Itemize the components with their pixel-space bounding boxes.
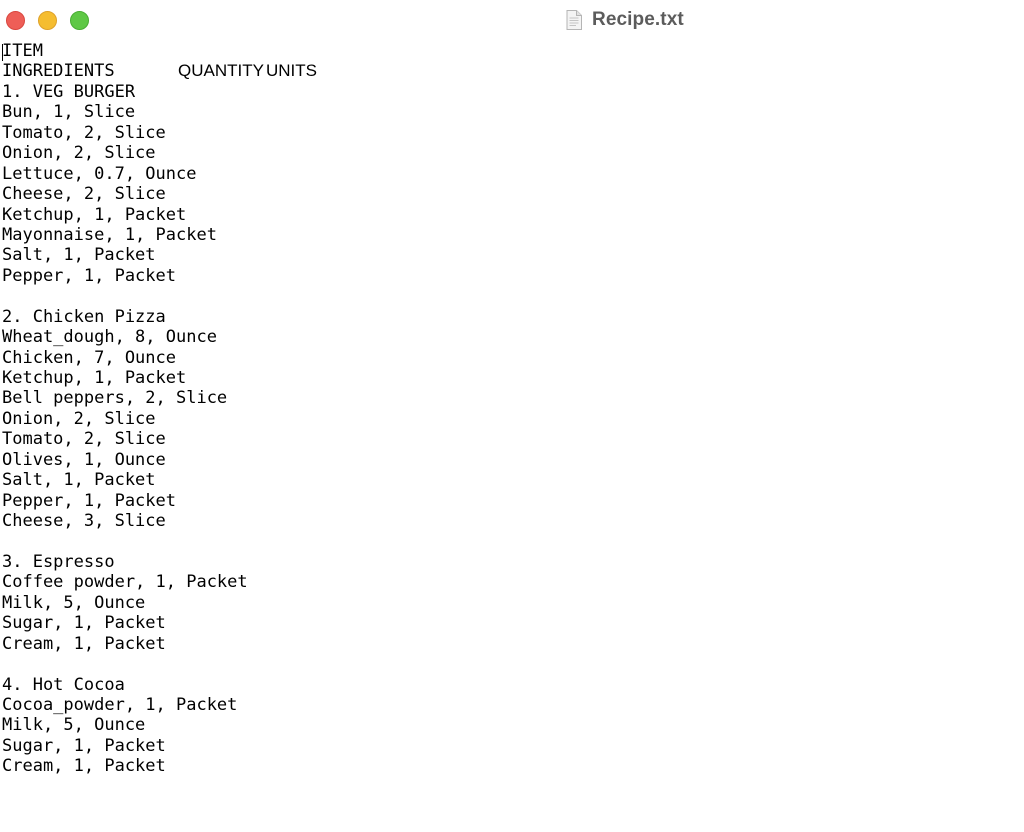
text-line: Cheese, 2, Slice [2, 184, 166, 205]
title-bar[interactable] [0, 0, 1024, 40]
text-line: Wheat_dough, 8, Ounce [2, 327, 217, 348]
text-line: Ketchup, 1, Packet [2, 204, 187, 225]
text-line: Cream, 1, Packet [2, 633, 166, 654]
window-title-text: Recipe.txt [592, 9, 684, 30]
close-window-button[interactable] [6, 11, 25, 30]
blank-line [2, 286, 1024, 306]
minimize-window-button[interactable] [38, 11, 57, 30]
text-line: Sugar, 1, Packet [2, 613, 166, 634]
document-line-item: ITEM [2, 41, 43, 61]
text-line: Tomato, 2, Slice [2, 122, 166, 143]
text-line: Milk, 5, Ounce [2, 715, 146, 736]
text-line: 2. Chicken Pizza [2, 306, 166, 327]
text-line: Salt, 1, Packet [2, 245, 156, 266]
text-line: Cocoa_powder, 1, Packet [2, 695, 238, 715]
column-header-line [2, 61, 1024, 81]
column-header-ingredients: INGREDIENTS [2, 61, 115, 82]
blank-line [2, 654, 1024, 674]
text-line: Coffee powder, 1, Packet [2, 572, 248, 593]
text-line: 1. VEG BURGER [2, 81, 136, 102]
text-line: Lettuce, 0.7, Ounce [2, 163, 197, 184]
text-line: Salt, 1, Packet [2, 470, 156, 491]
column-header-units: UNITS [266, 61, 317, 81]
text-line: 4. Hot Cocoa [2, 674, 125, 695]
window-title [566, 8, 684, 32]
text-document-icon [566, 10, 582, 30]
text-line: Sugar, 1, Packet [2, 735, 166, 756]
text-line: Cream, 1, Packet [2, 756, 166, 777]
text-line: Bun, 1, Slice [2, 102, 136, 123]
text-line: Chicken, 7, Ounce [2, 347, 176, 368]
text-line: Onion, 2, Slice [2, 408, 156, 429]
text-line: Ketchup, 1, Packet [2, 368, 187, 388]
text-line: Bell peppers, 2, Slice [2, 388, 228, 409]
document-body [2, 82, 1024, 777]
text-line: Pepper, 1, Packet [2, 490, 176, 511]
text-line: Tomato, 2, Slice [2, 429, 166, 450]
text-line: Onion, 2, Slice [2, 143, 156, 164]
column-header-quantity: QUANTITY [178, 61, 264, 81]
zoom-window-button[interactable] [70, 11, 89, 30]
text-line: Pepper, 1, Packet [2, 265, 176, 286]
text-line: Olives, 1, Ounce [2, 449, 166, 470]
text-line: 3. Espresso [2, 551, 115, 572]
text-line: Mayonnaise, 1, Packet [2, 224, 217, 245]
blank-line [2, 532, 1024, 552]
text-line: Cheese, 3, Slice [2, 511, 166, 532]
text-line: Milk, 5, Ounce [2, 592, 146, 613]
text-editor-area[interactable] [2, 41, 1024, 832]
